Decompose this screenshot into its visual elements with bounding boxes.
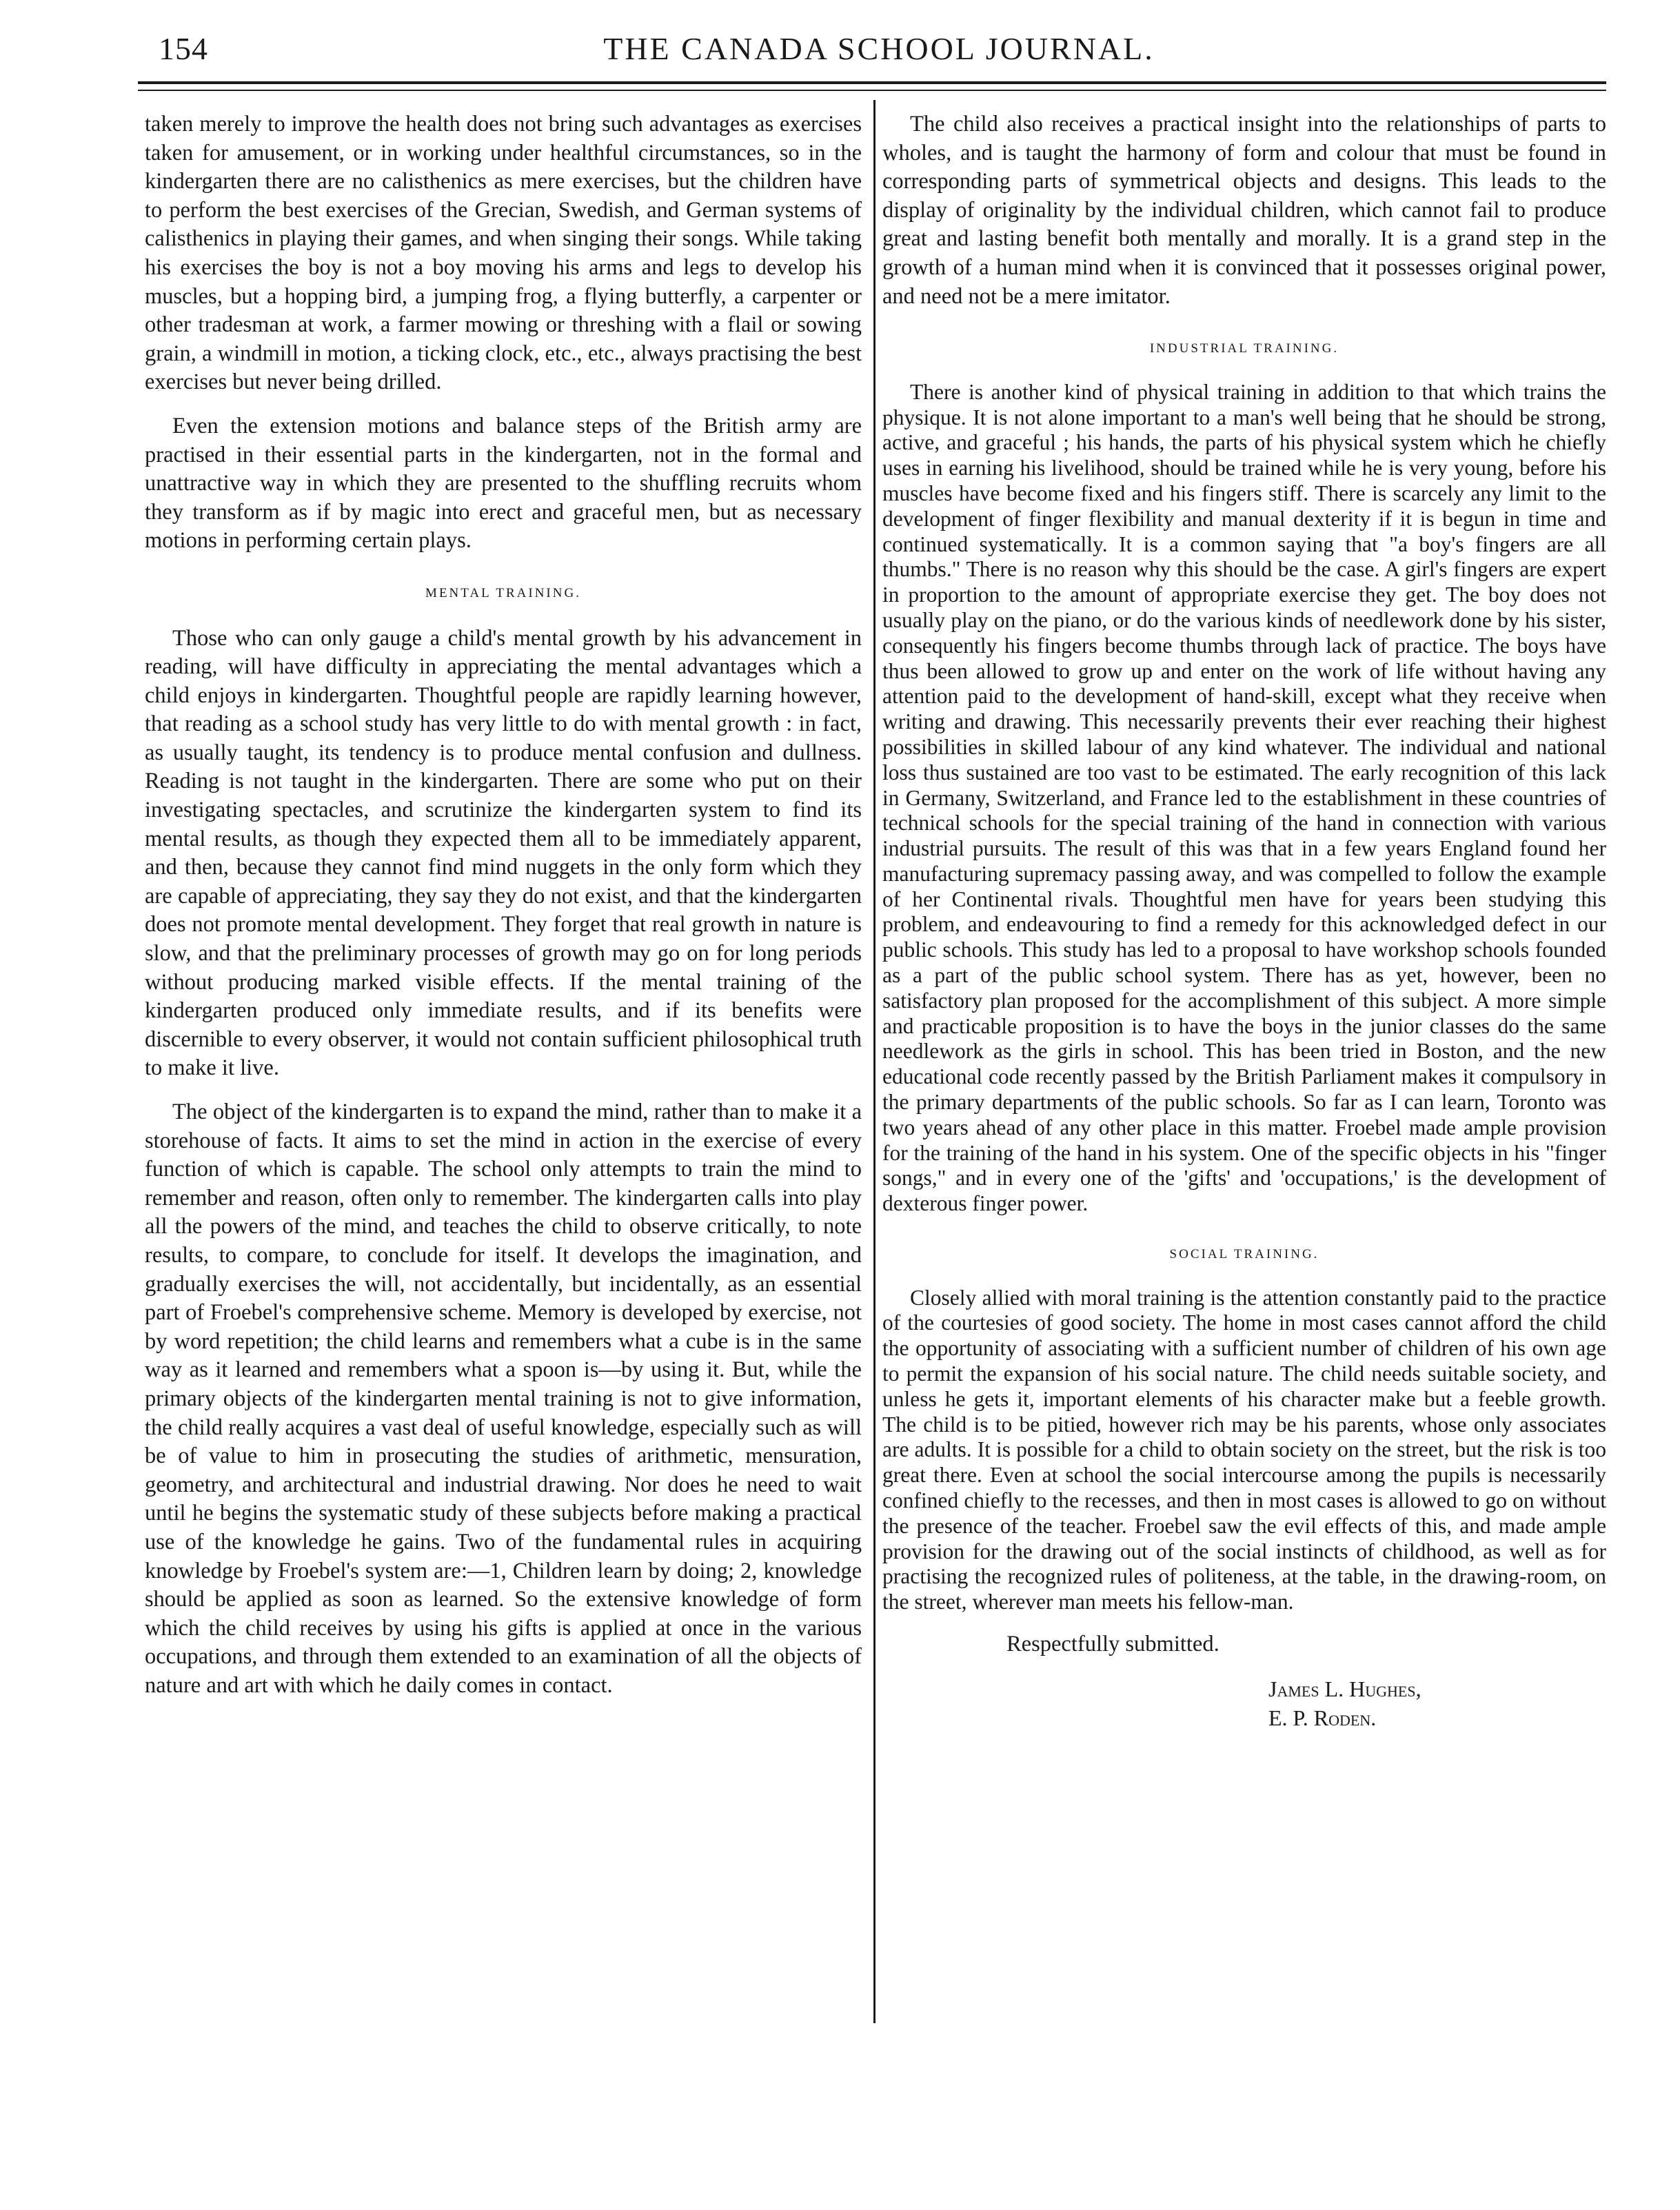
left-paragraph-2: Even the extension motions and balance steps of the British army are practised in their essential parts in the kindergarten, not in the formal and unattractive way in which they are presented to the shuffling recruits whom they transform as if by magic into erect and graceful men, but as necessary motions in performing certain plays.	[145, 413, 862, 554]
right-paragraph-3: Closely allied with moral training is the attention constantly paid to the practice of the courtesies of good society. The home in most cases cannot afford the child the opportunity of associating with a sufficient number of children of his own age to permit the expansion of his social nature. The child needs suitable society, and unless he gets it, important elements of his character make but a feeble growth. The child is to be pitied, however rich may be his parents, whose only associates are adults. It is possible for a child to obtain society on the street, but the risk is too great there. Even at school the social intercourse among the pupils is necessarily confined chiefly to the recesses, and then in most cases is allowed to go on without the presence of the teacher. Froebel saw the evil effects of this, and made ample provision for the drawing out of the social instincts of childhood, as well as for practising the recognized rules of politeness, at the table, in the drawing-room, on the street, wherever man meets his fellow-man.	[882, 1285, 1606, 1614]
heading-social-training: SOCIAL TRAINING.	[1169, 1247, 1319, 1262]
heading-mental-training: MENTAL TRAINING.	[425, 585, 581, 600]
left-column	[145, 110, 862, 1715]
page-number: 154	[159, 31, 208, 66]
header-rule-thin	[138, 90, 1606, 91]
signature-name-2: E. P. Roden.	[1268, 1705, 1377, 1730]
right-paragraph-2: There is another kind of physical training in addition to that which trains the physique. It is not alone important to a man's well being that he should be strong, active, and graceful ; his hands, the parts of his physical system which he chiefly uses in earning his livelihood, should be trained while he is very young, before his muscles have become fixed and his fingers stiff. There is scarcely any limit to the development of finger flexibility and manual dexterity if it is begun in time and continued systematically. It is a common saying that "a boy's fingers are all thumbs." There is no reason why this should be the case. A girl's fingers are expert in proportion to the amount of appropriate exercise they get. The boy does not usually play on the piano, or do the various kinds of needlework done by his sister, consequently his fingers become thumbs through lack of practice. The boys have thus been allowed to grow up and enter on the work of life without having any attention paid to the development of hand-skill, except what they receive when writing and drawing. This necessarily prevents their ever reaching their highest possibilities in skilled labour of any kind whatever. The individual and national loss thus sustained are too vast to be estimated. The early recognition of this lack in Germany, Switzerland, and France led to the establishment in these countries of technical schools for the special training of the hand in connection with various industrial pursuits. The result of this was that in a few years England found her manufacturing supremacy passing away, and was compelled to follow the example of her Continental rivals. Thoughtful men have for years been studying this problem, and endeavouring to find a remedy for this acknowledged defect in our public schools. This study has led to a proposal to have workshop schools founded as a part of the public school system. There has as yet, however, been no satisfactory plan proposed for the accomplishment of this subject. A more simple and practicable proposition is to have the boys in the junior classes do the same needlework as the girls in school. This has been tried in Boston, and the new educational code recently passed by the British Parliament makes it compulsory in the primary departments of the public schools. So far as I can learn, Toronto was two years ahead of any other place in this matter. Froebel made ample provision for the training of the hand in his system. One of the specific objects in his "finger songs," and in every one of the 'gifts' and 'occupations,' is the development of dexterous finger power.	[882, 379, 1606, 1216]
column-divider	[873, 100, 876, 2023]
closing-line: Respectfully submitted.	[1006, 1632, 1219, 1656]
page-header	[138, 28, 1620, 83]
left-paragraph-3: Those who can only gauge a child's mental growth by his advancement in reading, will have difficulty in appreciating the mental advantages which a child enjoys in kindergarten. Thoughtful people are rapidly learning however, that reading as a school study has very little to do with mental growth : in fact, as usually taught, its tendency is to produce mental confusion and dullness. Reading is not taught in the kindergarten. There are some who put on their investigating spectacles, and scrutinize the kindergarten system to find its mental results, as though they expected them all to be immediately apparent, and then, because they cannot find mind nuggets in the only form which they are capable of appreciating, they say they do not exist, and that the kindergarten does not promote mental development. They forget that real growth in nature is slow, and that the preliminary processes of growth may go on for long periods without producing marked visible effects. If the mental training of the kindergarten produced only immediate results, and if its benefits were discernible to every observer, it would not contain sufficient philosophical truth to make it live.	[145, 625, 862, 1081]
signature-name-1: James L. Hughes,	[1268, 1676, 1421, 1701]
left-paragraph-4: The object of the kindergarten is to expand the mind, rather than to make it a storehouse of facts. It aims to set the mind in action in the exercise of every function of which is capable. The school only attempts to train the mind to remember and reason, often only to remember. The kindergarten calls into play all the powers of the mind, and teaches the child to observe critically, to note results, to compare, to conclude for itself. It develops the imagination, and gradually exercises the will, not accidentally, but incidentally, as an essential part of Froebel's comprehensive scheme. Memory is developed by exercise, not by word repetition; the child learns and remembers what a cube is in the same way as it learned and remembers what a spoon is—by using it. But, while the primary objects of the kindergarten mental training is not to give information, the child really acquires a vast deal of useful knowledge, especially such as will be of value to him in prosecuting the studies of arithmetic, mensuration, geometry, and architectural and industrial drawing. Nor does he need to wait until he begins the systematic study of these subjects before making a practical use of the knowledge he gains. Two of the fundamental rules in acquiring knowledge by Froebel's system are:—1, Children learn by doing; 2, knowledge should be applied as soon as learned. So the extensive knowledge of form which the child receives by using his gifts is applied at once in the various occupations, and through them extended to an examination of all the objects of nature and art with which he daily comes in contact.	[145, 1099, 862, 1698]
right-paragraph-1: The child also receives a practical insight into the relationships of parts to wholes, and is taught the harmony of form and colour that must be found in corresponding parts of symmetrical objects and designs. This leads to the display of originality by the individual children, which cannot fail to produce great and lasting benefit both mentally and morally. It is a grand step in the growth of a human mind when it is convinced that it possesses original power, and need not be a mere imitator.	[882, 112, 1606, 309]
header-rule-thick	[138, 81, 1606, 84]
signature-block	[882, 1674, 1606, 1732]
journal-title: THE CANADA SCHOOL JOURNAL.	[603, 31, 1155, 66]
left-paragraph-1: taken merely to improve the health does not bring such advantages as exercises taken for amusement, or in working under healthful circumstances, so in the kindergarten there are no calisthenics as mere exercises, but the children have to perform the best exercises of the Grecian, Swedish, and German systems of calisthenics in playing their games, and when singing their songs. While taking his exercises the boy is not a boy moving his arms and legs to develop his muscles, but a hopping bird, a jumping frog, a flying butterfly, a carpenter or other tradesman at work, a farmer mowing or threshing with a flail or sowing grain, a windmill in motion, a ticking clock, etc., etc., always practising the best exercises but never being drilled.	[145, 112, 862, 395]
right-column	[882, 110, 1606, 1732]
heading-industrial-training: INDUSTRIAL TRAINING.	[1149, 341, 1339, 356]
